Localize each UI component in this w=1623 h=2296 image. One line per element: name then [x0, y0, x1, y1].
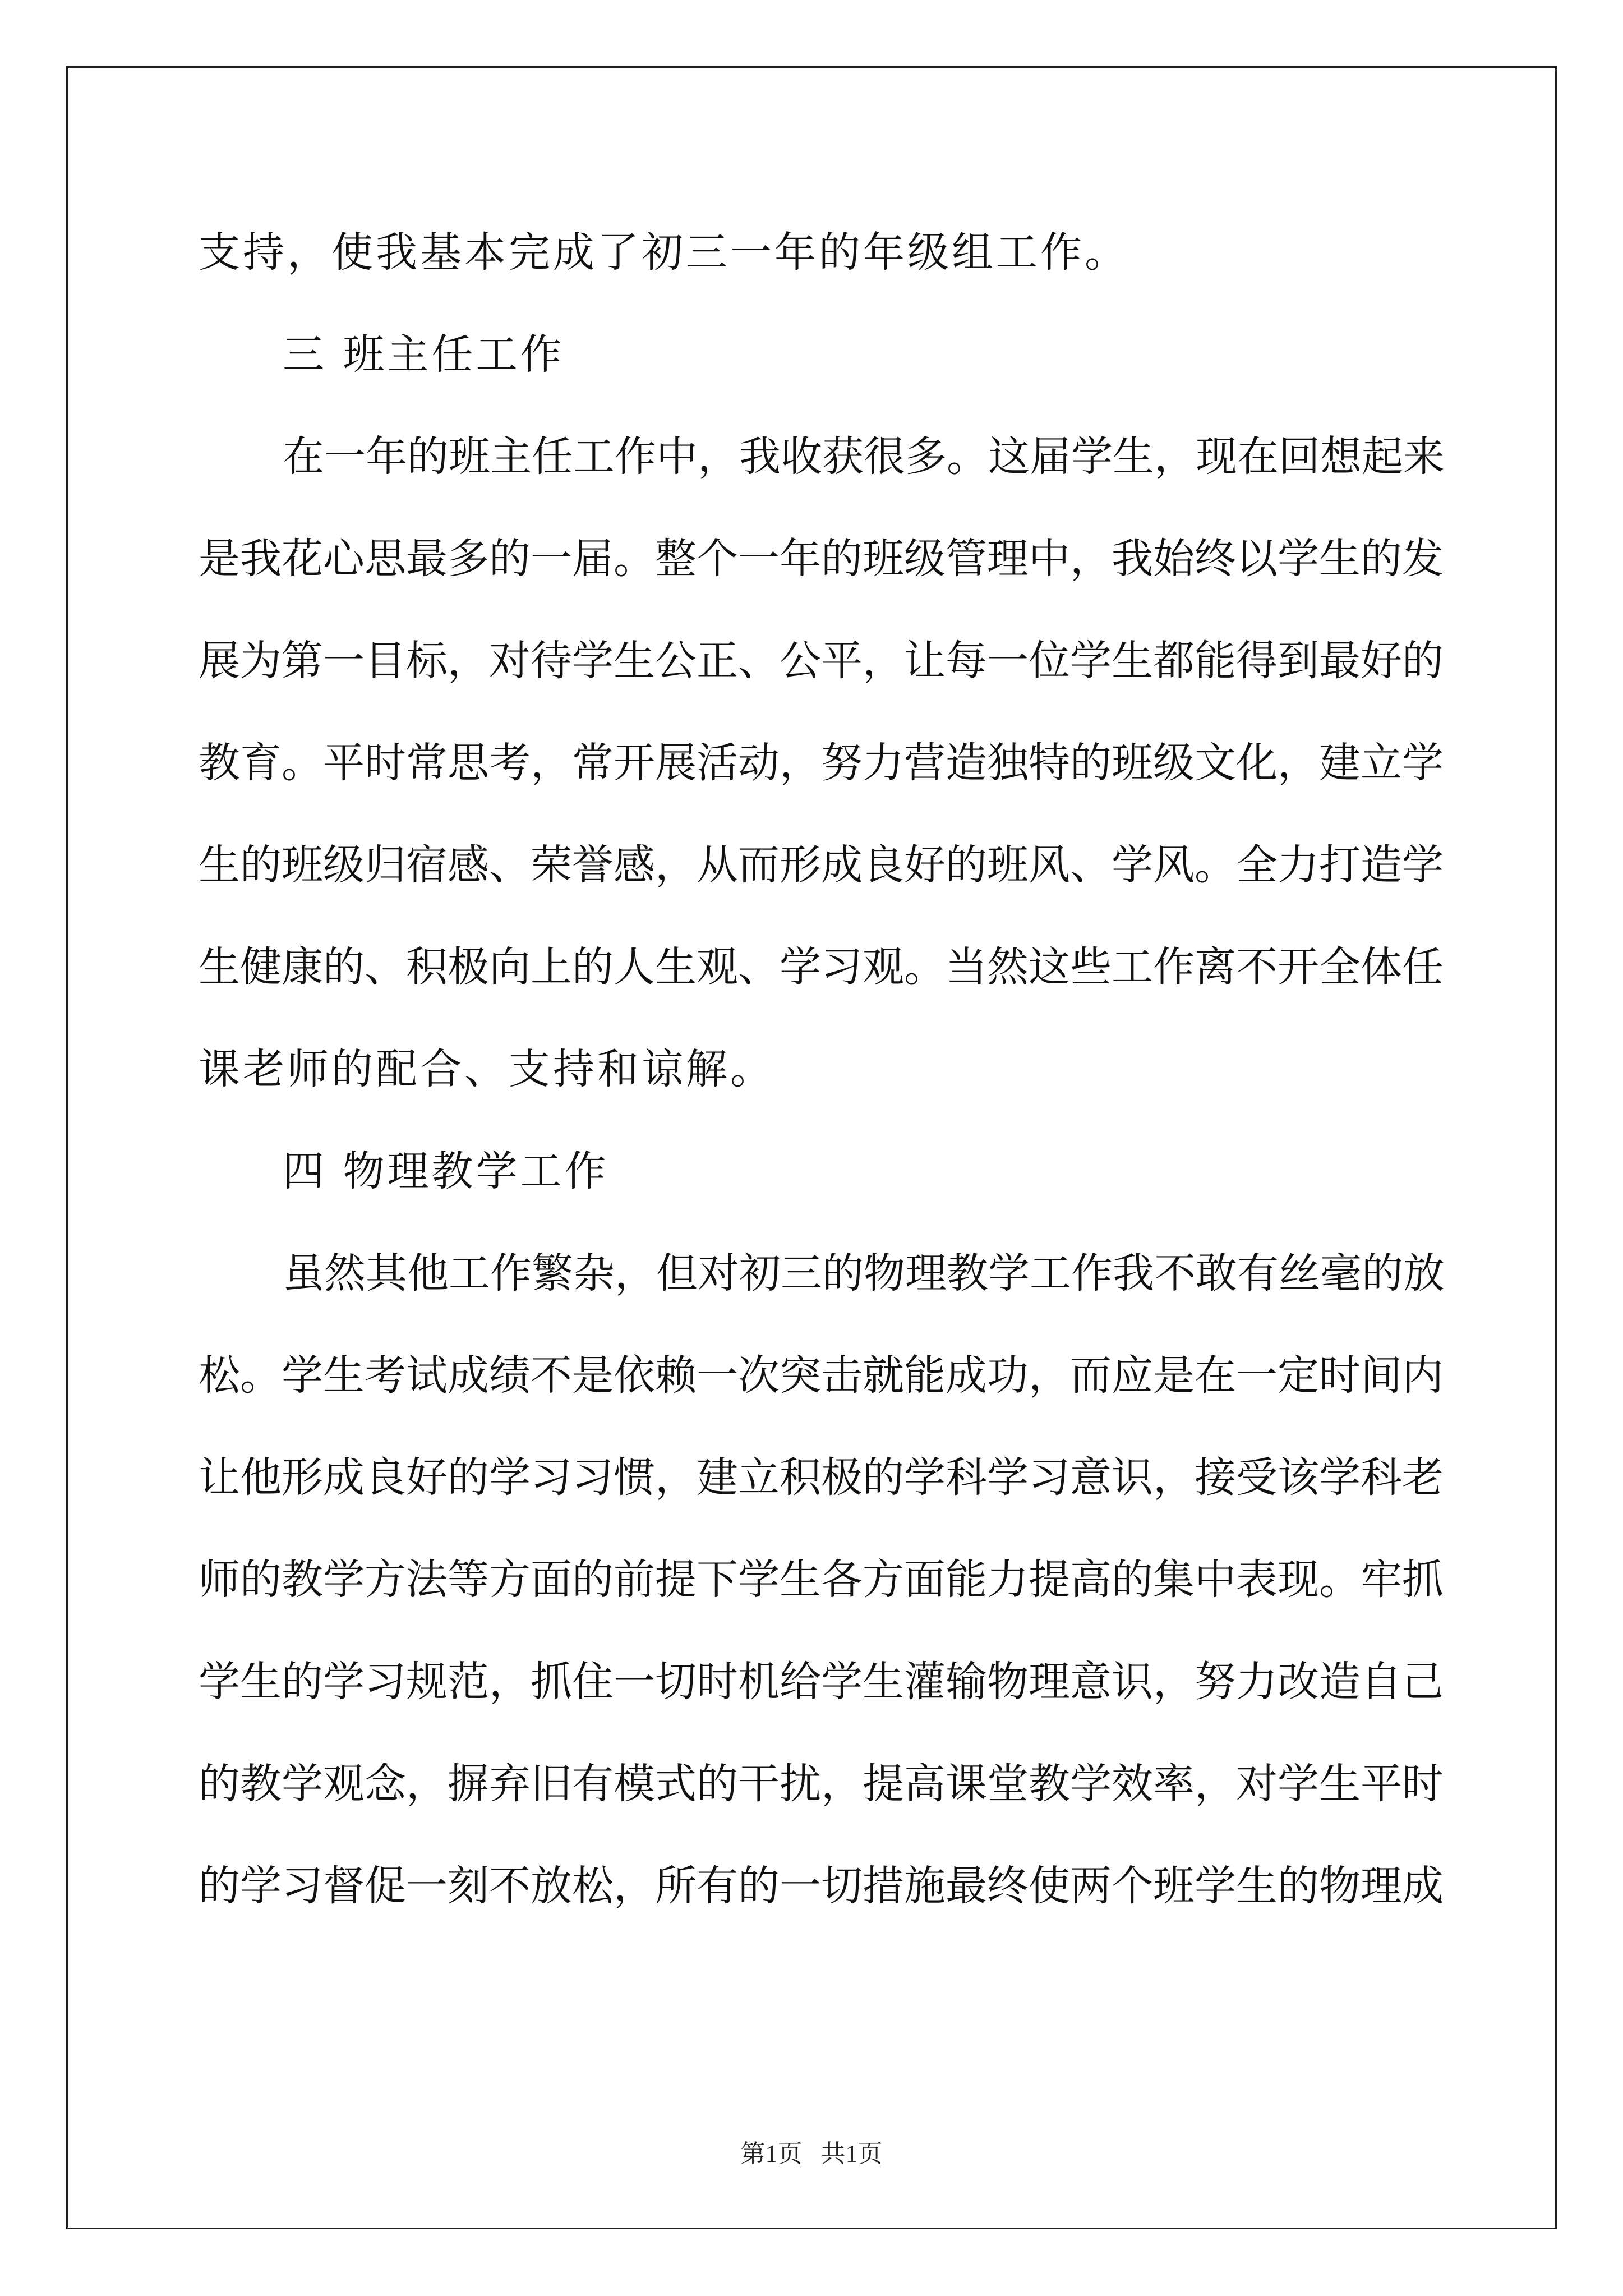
text-line-15: 学生的学习规范，抓住一切时机给学生灌输物理意识，努力改造自己 — [199, 1658, 1444, 1706]
text-line-11: 虽然其他工作繁杂，但对初三的物理教学工作我不敢有丝毫的放 — [283, 1249, 1445, 1297]
section-heading-4: 四 物理教学工作 — [283, 1147, 609, 1195]
text-line-3: 在一年的班主任工作中，我收获很多。这届学生，现在回想起来 — [283, 432, 1445, 481]
text-line-14: 师的教学方法等方面的前提下学生各方面能力提高的集中表现。牢抓 — [199, 1556, 1444, 1604]
text-line-7: 生的班级归宿感、荣誉感，从而形成良好的班风、学风。全力打造学 — [199, 841, 1444, 889]
text-line-8: 生健康的、积极向上的人生观、学习观。当然这些工作离不开全体任 — [199, 943, 1444, 991]
text-line-1: 支持，使我基本完成了初三一年的年级组工作。 — [199, 228, 1129, 277]
text-line-13: 让他形成良好的学习习惯，建立积极的学科学习意识，接受该学科老 — [199, 1453, 1444, 1502]
text-line-5: 展为第一目标，对待学生公正、公平，让每一位学生都能得到最好的 — [199, 637, 1444, 685]
text-line-9: 课老师的配合、支持和谅解。 — [199, 1045, 774, 1093]
section-heading-3: 三 班主任工作 — [283, 330, 565, 379]
text-line-12: 松。学生考试成绩不是依赖一次突击就能成功，而应是在一定时间内 — [199, 1351, 1444, 1400]
text-line-4: 是我花心思最多的一届。整个一年的班级管理中，我始终以学生的发 — [199, 535, 1444, 583]
text-line-16: 的教学观念，摒弃旧有模式的干扰，提高课堂教学效率，对学生平时 — [199, 1760, 1444, 1808]
text-line-6: 教育。平时常思考，常开展活动，努力营造独特的班级文化，建立学 — [199, 739, 1444, 787]
page-footer: 第1页 共1页 — [740, 2140, 883, 2168]
text-line-17: 的学习督促一刻不放松，所有的一切措施最终使两个班学生的物理成 — [199, 1862, 1444, 1910]
